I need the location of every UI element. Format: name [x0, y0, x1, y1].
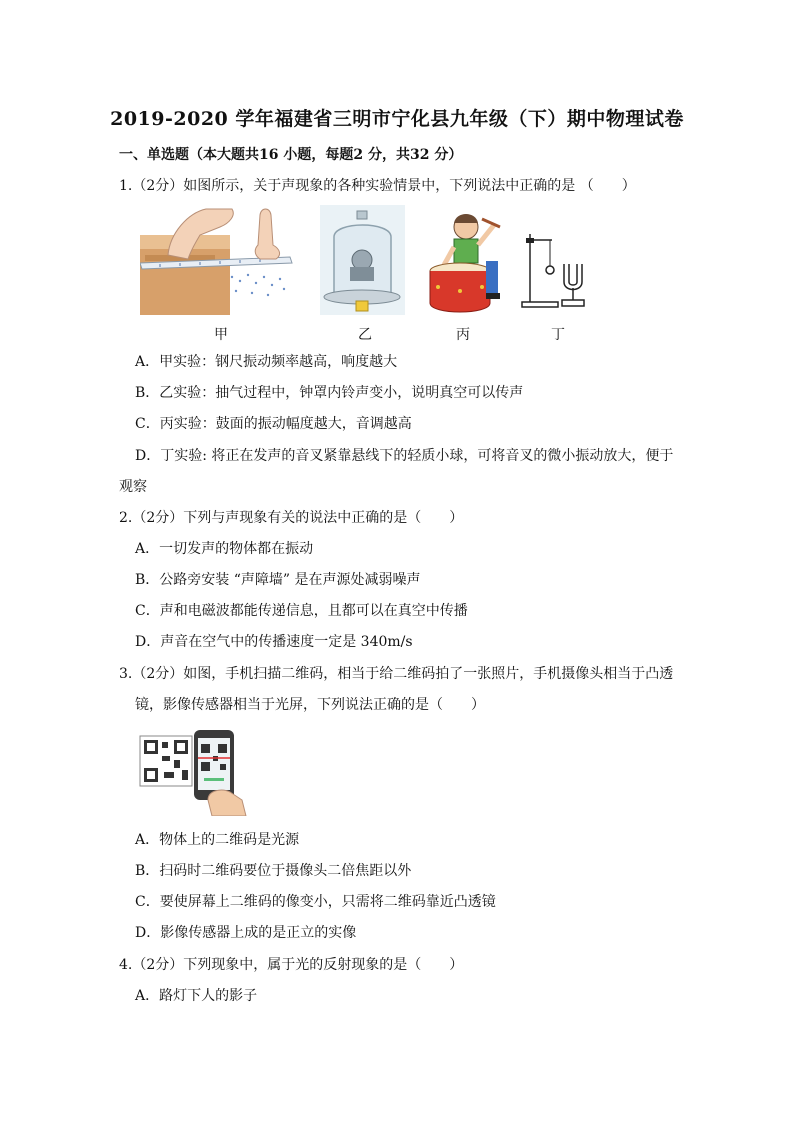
qr-scan-figure — [138, 728, 248, 816]
q2-option-a: A．一切发声的物体都在振动 — [135, 541, 314, 557]
q2-option-d: D．声音在空气中的传播速度一定是 340m/s — [135, 634, 413, 650]
question-2-stem: 2.（2分）下列与声现象有关的说法中正确的是（ ） — [119, 510, 464, 526]
q3-option-c: C．要使屏幕上二维码的像变小，只需将二维码靠近凸透镜 — [135, 894, 496, 910]
caption-bing: 丙 — [456, 327, 470, 343]
q3-option-b: B．扫码时二维码要位于摄像头二倍焦距以外 — [135, 863, 412, 879]
caption-jia: 甲 — [214, 327, 228, 343]
q1-option-c: C．丙实验：鼓面的振动幅度越大，音调越高 — [135, 416, 412, 432]
question-1-stem: 1.（2分）如图所示，关于声现象的各种实验情景中，下列说法中正确的是 （ ） — [119, 178, 636, 194]
q3-option-a: A．物体上的二维码是光源 — [135, 832, 300, 848]
question-4-stem: 4.（2分）下列现象中，属于光的反射现象的是（ ） — [119, 957, 464, 973]
q4-option-a: A．路灯下人的影子 — [135, 988, 258, 1004]
drum-figure — [426, 205, 506, 317]
q1-option-d: D．丁实验: 将正在发声的音叉紧靠悬线下的轻质小球，可将音叉的微小振动放大，便于 — [135, 448, 674, 464]
q1-option-d-continued: 观察 — [119, 479, 147, 495]
q1-option-a: A．甲实验：钢尺振动频率越高，响度越大 — [135, 354, 398, 370]
caption-yi: 乙 — [358, 327, 372, 343]
caption-ding: 丁 — [551, 327, 565, 343]
q2-option-c: C．声和电磁波都能传递信息，且都可以在真空中传播 — [135, 603, 468, 619]
q1-option-b: B．乙实验：抽气过程中，钟罩内铃声变小，说明真空可以传声 — [135, 385, 524, 401]
section-heading: 一、单选题（本大题共16 小题，每题2 分，共32 分） — [119, 147, 463, 163]
bell-jar-figure — [320, 205, 405, 315]
q2-option-b: B．公路旁安装 “声障墙” 是在声源处减弱噪声 — [135, 572, 421, 588]
page-title: 2019-2020 学年福建省三明市宁化县九年级（下）期中物理试卷 — [110, 108, 684, 130]
q3-option-d: D．影像传感器上成的是正立的实像 — [135, 925, 357, 941]
question-3-stem: 3.（2分）如图，手机扫描二维码，相当于给二维码拍了一张照片，手机摄像头相当于凸透 — [119, 666, 674, 682]
question-3-stem-continued: 镜，影像传感器相当于光屏，下列说法正确的是（ ） — [135, 697, 485, 713]
ruler-vibration-figure — [140, 205, 295, 315]
tuning-fork-figure — [520, 230, 590, 310]
